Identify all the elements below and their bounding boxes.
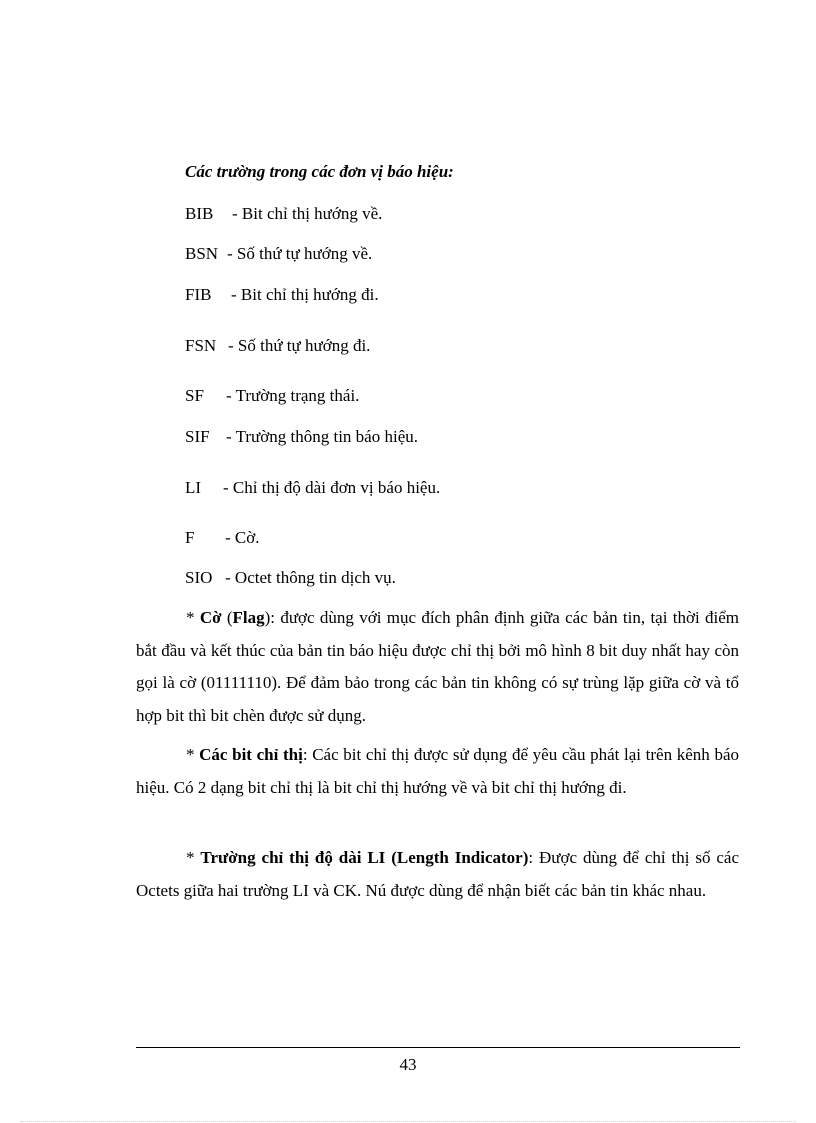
paragraph-term: Các bit chỉ thị <box>199 745 303 764</box>
definition-abbr: FIB <box>185 285 212 304</box>
paragraph-term: Flag <box>232 608 265 627</box>
definition-text: - Bit chỉ thị hướng đi. <box>231 285 379 304</box>
definition-abbr: FSN <box>185 336 217 355</box>
definition-text: - Chỉ thị độ dài đơn vị báo hiệu. <box>223 478 441 497</box>
definition-text: - Số thứ tự hướng đi. <box>228 336 371 355</box>
definition-abbr: SIO <box>185 568 213 587</box>
definition-text: - Trường thông tin báo hiệu. <box>226 427 418 446</box>
definition-sf <box>185 386 359 406</box>
definition-abbr: SIF <box>185 427 210 446</box>
paragraph-text: ): được dùng với mục đích phân định giữa các bản tin, tại thời điểm bắt đầu và kết thúc của bản tin báo hiệu được chỉ thị bởi mô hình 8 bit duy nhất hay còn gọi là cờ (01111110). Để đảm bảo trong các bản tin không có sự trùng lặp giữa cờ và tổ hợp bit thì bit chèn được sử dụng. <box>136 608 739 725</box>
definition-f <box>185 528 260 548</box>
paragraph-prefix: * <box>186 745 200 764</box>
paragraph-prefix: * <box>186 848 201 867</box>
page-bottom-edge <box>20 1121 796 1122</box>
paragraph-length-indicator <box>136 842 739 907</box>
definition-text: - Số thứ tự hướng về. <box>227 244 373 263</box>
definition-sio <box>185 568 396 588</box>
definition-fsn <box>185 336 370 356</box>
definition-text: - Octet thông tin dịch vụ. <box>225 568 396 587</box>
paragraph-text: : Được dùng để chỉ thị số các Octets giữa hai trường LI và CK. Nú được dùng để nhận biết các bản tin khác nhau. <box>136 848 740 900</box>
paragraph-term: Cờ <box>199 608 222 627</box>
definition-abbr: BSN <box>185 244 219 263</box>
paragraph-flag <box>136 602 739 732</box>
definition-fib <box>185 285 379 305</box>
definition-abbr: BIB <box>185 204 214 223</box>
definition-bsn <box>185 244 372 264</box>
page-number: 43 <box>399 1055 417 1074</box>
definition-sif <box>185 427 418 447</box>
definition-abbr: LI <box>185 478 202 497</box>
definition-abbr: F <box>185 528 195 547</box>
definition-abbr: SF <box>185 386 204 405</box>
definition-li <box>185 478 440 498</box>
definition-text: - Bit chỉ thị hướng về. <box>232 204 383 223</box>
definition-text: - Cờ. <box>225 528 260 547</box>
section-heading: Các trường trong các đơn vị báo hiệu: <box>185 162 454 181</box>
paragraph-text: : Các bit chỉ thị được sử dụng để yêu cầu phát lại trên kênh báo hiệu. Có 2 dạng bit chỉ thị là bit chỉ thị hướng về và bit chỉ thị hướng đi. <box>136 745 739 797</box>
definition-text: - Trường trạng thái. <box>226 386 360 405</box>
footer-rule <box>136 1047 740 1048</box>
paragraph-text: ( <box>221 608 233 627</box>
definition-bib <box>185 204 382 224</box>
paragraph-term: Trường chỉ thị độ dài LI (Length Indicator) <box>200 848 529 867</box>
paragraph-prefix: * <box>186 608 200 627</box>
paragraph-indicator-bits <box>136 739 739 804</box>
